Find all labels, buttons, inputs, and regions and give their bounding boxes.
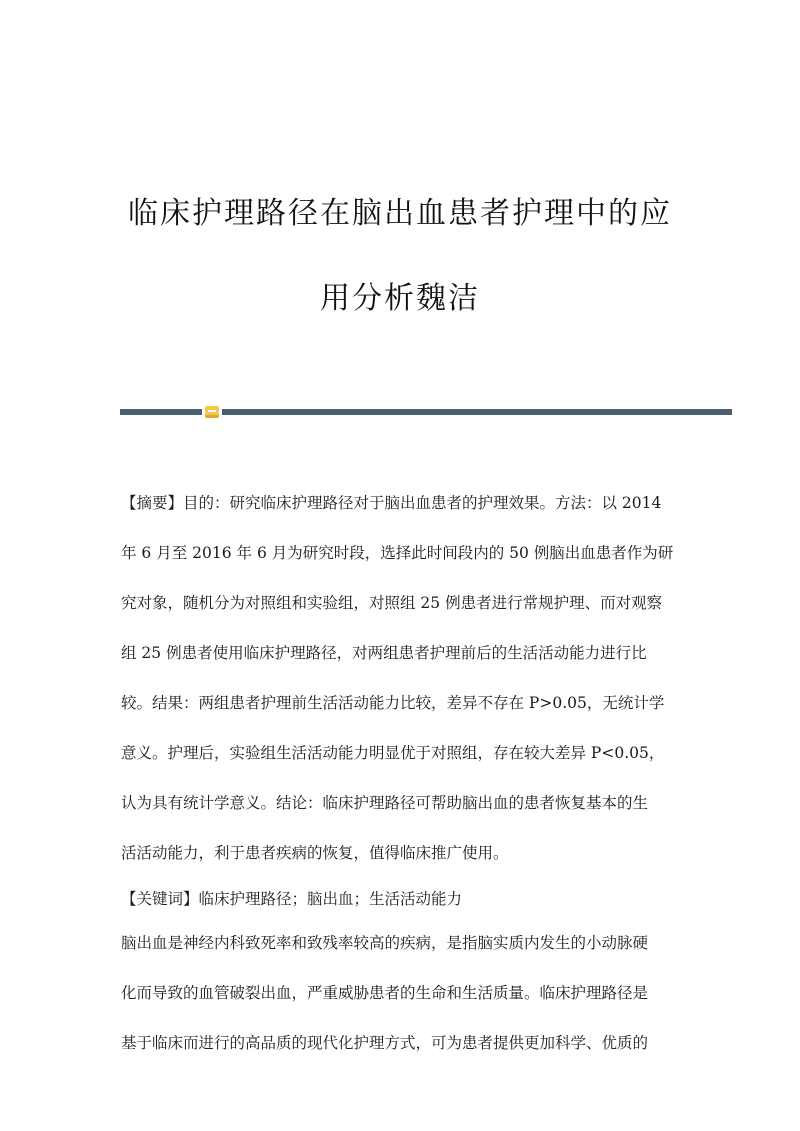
abstract-line: 较。结果：两组患者护理前生活活动能力比较，差异不存在 P>0.05，无统计学 xyxy=(121,694,665,712)
divider-ornament-icon xyxy=(205,406,219,418)
body-line: 基于临床而进行的高品质的现代化护理方式，可为患者提供更加科学、优质的 xyxy=(121,1034,649,1052)
document-title-line-2: 用分析魏洁 xyxy=(320,281,480,316)
body-line: 化而导致的血管破裂出血，严重威胁患者的生命和生活质量。临床护理路径是 xyxy=(121,984,649,1002)
abstract-line: 年 6 月至 2016 年 6 月为研究时段，选择此时间段内的 50 例脑出血患者作为研 xyxy=(121,544,674,562)
abstract-line: 认为具有统计学意义。结论：临床护理路径可帮助脑出血的患者恢复基本的生 xyxy=(121,794,649,812)
abstract-line: 【摘要】目的：研究临床护理路径对于脑出血患者的护理效果。方法：以 2014 xyxy=(121,494,662,512)
abstract-line: 意义。护理后，实验组生活活动能力明显优于对照组，存在较大差异 P<0.05， xyxy=(121,744,665,762)
abstract-line: 活活动能力，利于患者疾病的恢复，值得临床推广使用。 xyxy=(121,844,509,862)
abstract-line: 组 25 例患者使用临床护理路径，对两组患者护理前后的生活活动能力进行比 xyxy=(121,644,647,662)
keywords-line: 【关键词】临床护理路径；脑出血；生活活动能力 xyxy=(121,890,463,908)
abstract-line: 究对象，随机分为对照组和实验组，对照组 25 例患者进行常规护理、而对观察 xyxy=(121,594,663,612)
title-divider-right xyxy=(222,409,732,415)
document-title-line-1: 临床护理路径在脑出血患者护理中的应 xyxy=(128,196,672,231)
body-line: 脑出血是神经内科致死率和致残率较高的疾病，是指脑实质内发生的小动脉硬 xyxy=(121,934,649,952)
title-divider-left xyxy=(120,409,202,415)
